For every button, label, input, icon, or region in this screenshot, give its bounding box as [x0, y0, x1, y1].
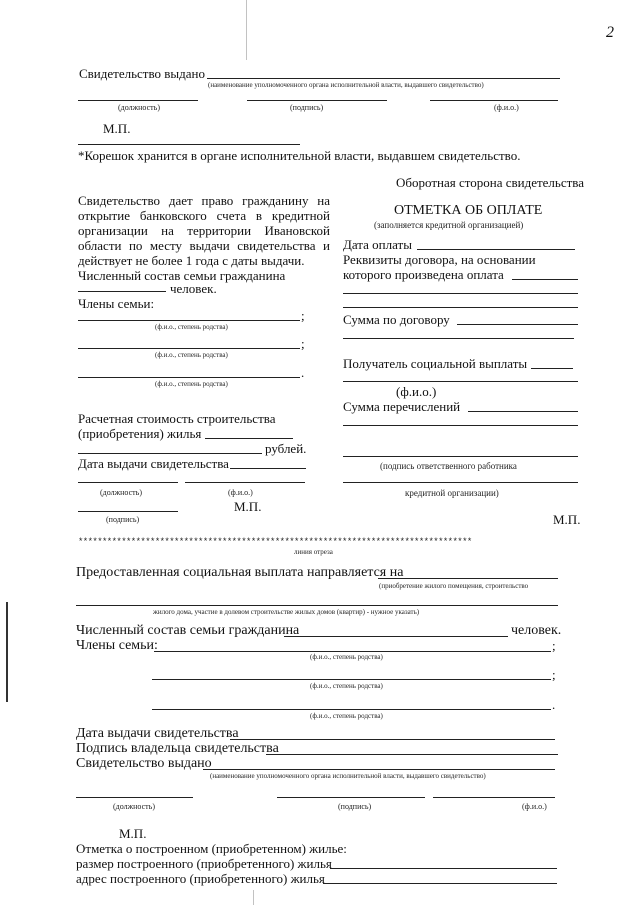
payment-mark-subtitle: (заполняется кредитной организацией) [374, 220, 524, 230]
left-position-caption: (должность) [100, 488, 142, 497]
bottom-member-caption-3: (ф.и.о., степень родства) [310, 712, 383, 720]
contract-sum-label: Сумма по договору [343, 312, 450, 327]
directed-to-caption-2: жилого дома, участие в долевом строительстве жилых домов (квартир) - нужное указать) [153, 608, 420, 616]
cost-label-1: Расчетная стоимость строительства [78, 411, 276, 426]
bottom-member-caption-1: (ф.и.о., степень родства) [310, 653, 383, 661]
page-number: 2 [606, 24, 614, 41]
bottom-member-field-1[interactable] [154, 651, 551, 652]
bottom-issue-date-label: Дата выдачи свидетельства [76, 726, 239, 741]
position-field[interactable] [78, 100, 198, 101]
bottom-signature-field[interactable] [277, 797, 425, 798]
bottom-issue-date-field[interactable] [230, 739, 555, 740]
footnote: *Корешок хранится в органе исполнительной власти, выдавшем свидетельство. [78, 148, 521, 163]
bottom-member-caption-2: (ф.и.о., степень родства) [310, 682, 383, 690]
issued-by-field[interactable] [207, 78, 560, 79]
scan-fold-mark-bottom [253, 890, 254, 905]
housing-address-field[interactable] [323, 883, 557, 884]
transfer-sum-field-2[interactable] [343, 425, 578, 426]
contract-sum-field[interactable] [457, 324, 578, 325]
bottom-fio-field[interactable] [433, 797, 555, 798]
fio-caption: (ф.и.о.) [494, 103, 519, 112]
contract-details-field-3[interactable] [343, 307, 578, 308]
cost-field-1[interactable] [205, 438, 293, 439]
recipient-field[interactable] [531, 368, 573, 369]
member-caption-1: (ф.и.о., степень родства) [155, 323, 228, 331]
family-member-field-2[interactable] [78, 348, 300, 349]
contract-sum-field-2[interactable] [343, 338, 574, 339]
left-position-field[interactable] [78, 482, 178, 483]
left-signature-caption: (подпись) [106, 515, 140, 524]
bottom-member-field-3[interactable] [152, 709, 551, 710]
officer-signature-caption-2: кредитной организации) [405, 488, 499, 498]
rubles-label: рублей. [265, 441, 307, 456]
officer-signature-field[interactable] [343, 456, 578, 457]
bottom-people-label: человек. [511, 623, 562, 638]
signature-field[interactable] [247, 100, 387, 101]
cost-label-2: (приобретения) жилья [78, 426, 202, 441]
contract-details-field-1[interactable] [512, 279, 578, 280]
family-size-field[interactable] [78, 291, 166, 292]
housing-size-label: размер построенного (приобретенного) жилья [76, 856, 332, 871]
family-member-field-3[interactable] [78, 377, 300, 378]
contract-details-label-1: Реквизиты договора, на основании [343, 252, 536, 267]
rights-paragraph-line-3: организации на территории Ивановской [78, 223, 330, 238]
bottom-issued-by-caption: (наименование уполномоченного органа исполнительной власти, выдавшего свидетельство) [210, 772, 486, 780]
left-signature-field[interactable] [78, 511, 178, 512]
recipient-field-2[interactable] [343, 381, 578, 382]
contract-details-label-2: которого произведена оплата [343, 267, 504, 282]
scan-fold-mark [246, 0, 247, 60]
issue-date-label: Дата выдачи свидетельства [78, 456, 229, 471]
bottom-issued-by-field[interactable] [203, 769, 555, 770]
cut-line-caption: линия отреза [294, 548, 333, 556]
rights-paragraph-line-1: Свидетельство дает право гражданину на [78, 193, 330, 208]
transfer-sum-label: Сумма перечислений [343, 399, 461, 414]
owner-signature-field[interactable] [266, 754, 558, 755]
position-caption: (должность) [118, 103, 160, 112]
cut-line: ********************************************************************************** [78, 537, 472, 547]
issued-by-caption: (наименование уполномоченного органа исполнительной власти, выдавшего свидетельство) [208, 81, 484, 89]
bottom-members-label: Члены семьи: [76, 638, 158, 653]
directed-to-caption-1: (приобретение жилого помещения, строительство [379, 582, 529, 590]
housing-address-label: адрес построенного (приобретенного) жилья [76, 871, 325, 886]
issued-by-label: Свидетельство выдано [79, 66, 205, 81]
payment-mark-title: ОТМЕТКА ОБ ОПЛАТЕ [394, 203, 543, 218]
recipient-label: Получатель социальной выплаты [343, 356, 528, 371]
owner-signature-label: Подпись владельца свидетельства [76, 741, 279, 756]
issue-date-field[interactable] [230, 468, 306, 469]
bottom-signature-caption: (подпись) [338, 802, 372, 811]
right-stamp-mark: М.П. [553, 512, 581, 527]
family-size-label: Численный состав семьи гражданина [78, 268, 286, 283]
bottom-position-caption: (должность) [113, 802, 155, 811]
housing-size-field[interactable] [330, 868, 557, 869]
rights-paragraph-line-2: открытие банковского счета в кредитной [78, 208, 330, 223]
family-member-field-1[interactable] [78, 320, 300, 321]
left-fio-field[interactable] [185, 482, 305, 483]
directed-to-label: Предоставленная социальная выплата направляется на [76, 565, 404, 580]
rights-paragraph-line-4: области по месту выдачи свидетельства и [78, 238, 330, 253]
separator: ; [301, 308, 305, 323]
member-caption-3: (ф.и.о., степень родства) [155, 380, 228, 388]
member-caption-2: (ф.и.о., степень родства) [155, 351, 228, 359]
bottom-family-size-field[interactable] [284, 636, 508, 637]
left-fio-caption: (ф.и.о.) [228, 488, 253, 497]
officer-signature-caption-1: (подпись ответственного работника [380, 461, 517, 471]
recipient-fio-caption: (ф.и.о.) [396, 384, 437, 399]
signature-caption: (подпись) [290, 103, 324, 112]
scan-edge-mark [6, 602, 8, 702]
transfer-sum-field[interactable] [468, 411, 578, 412]
people-label: человек. [170, 281, 217, 296]
payment-date-field[interactable] [417, 249, 575, 250]
footnote-divider [78, 144, 300, 145]
separator: . [552, 697, 556, 712]
housing-mark-label: Отметка о построенном (приобретенном) жилье: [76, 841, 347, 856]
fio-field[interactable] [430, 100, 558, 101]
directed-to-field[interactable] [378, 578, 558, 579]
contract-details-field-2[interactable] [343, 293, 578, 294]
stamp-mark: М.П. [103, 121, 131, 136]
cost-field-2[interactable] [78, 453, 262, 454]
bottom-family-size-label: Численный состав семьи гражданина [76, 623, 300, 638]
bottom-fio-caption: (ф.и.о.) [522, 802, 547, 811]
left-stamp-mark: М.П. [234, 499, 262, 514]
separator: ; [552, 667, 556, 682]
family-members-label: Члены семьи: [78, 296, 155, 311]
reverse-side-label: Оборотная сторона свидетельства [396, 175, 585, 190]
separator: ; [552, 638, 556, 653]
payment-date-label: Дата оплаты [343, 237, 412, 252]
bottom-position-field[interactable] [76, 797, 193, 798]
separator: ; [301, 336, 305, 351]
separator: . [301, 365, 305, 380]
officer-signature-field-2[interactable] [343, 482, 578, 483]
bottom-member-field-2[interactable] [152, 679, 551, 680]
directed-to-field-2[interactable] [76, 605, 558, 606]
rights-paragraph-line-5: действует не более 1 года с даты выдачи. [78, 253, 305, 268]
bottom-issued-by-label: Свидетельство выдано [76, 756, 212, 771]
bottom-stamp-mark: М.П. [119, 826, 147, 841]
